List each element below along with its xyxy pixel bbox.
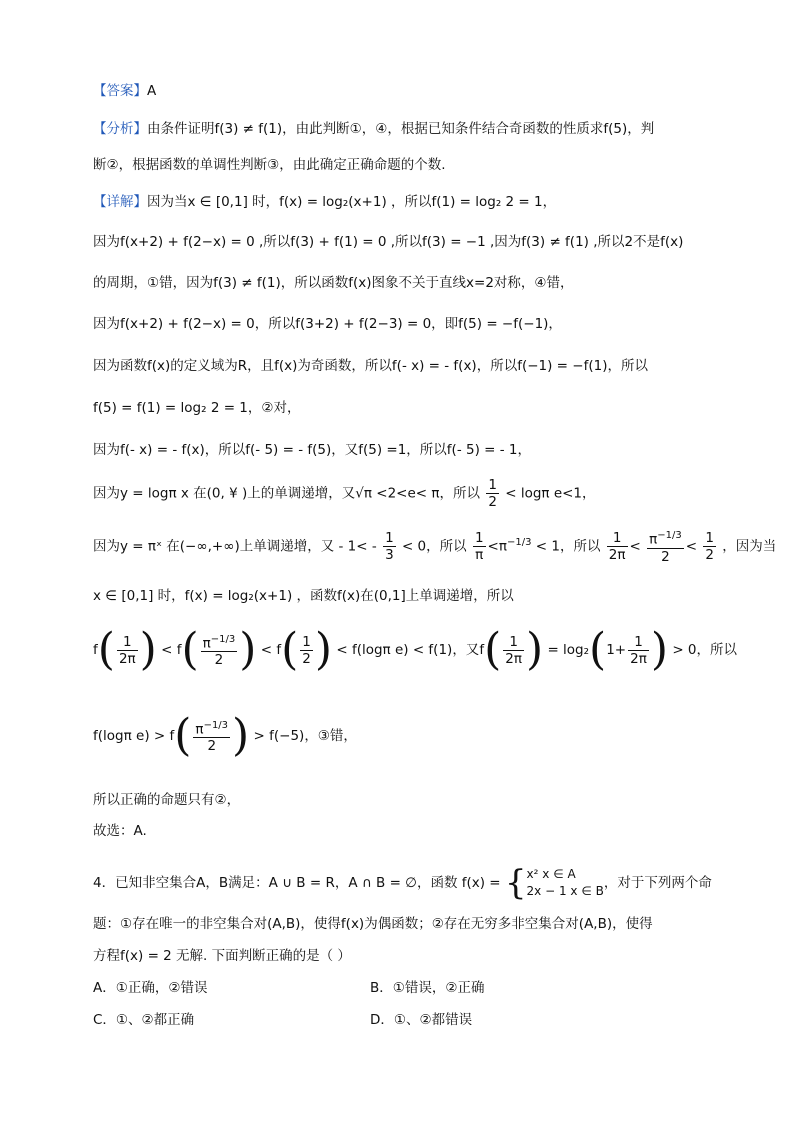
detail-line-1 — [93, 192, 556, 212]
fraction-denominator: 2 — [193, 737, 230, 754]
paren-close: ) — [239, 624, 257, 675]
case-2: 2x − 1 x ∈ B — [526, 884, 604, 898]
paren-open: ( — [174, 710, 192, 761]
fraction-over-2pi — [503, 634, 524, 667]
paren-close: ) — [314, 624, 333, 675]
paren-close: ) — [650, 624, 669, 675]
answer-line — [93, 81, 156, 101]
detail-text-10: x ∈ [0,1] 时，f(x) = log₂(x+1) ，函数f(x)在(0,1]上单调递增，所以 — [93, 588, 514, 604]
power-exponent: −1/3 — [657, 530, 682, 541]
fraction-denominator: π — [473, 546, 486, 563]
fraction-third — [383, 530, 396, 563]
fraction-over-2pi — [607, 530, 628, 563]
fraction-numerator: 1 — [302, 633, 311, 650]
question4-line-1 — [93, 863, 712, 903]
option-a[interactable]: A．①正确，②错误 — [93, 980, 208, 996]
analysis-label: 【分析】 — [93, 121, 147, 137]
detail-text-7: 因为f(- x) = - f(x)，所以f(- 5) = - f(5)，又f(5) =1，所以f(- 5) = - 1， — [93, 442, 531, 458]
case-1: x² x ∈ A — [526, 867, 576, 881]
fraction-denominator: 2π — [630, 650, 647, 667]
pi-base: π — [202, 635, 211, 652]
detail-text-1: 因为当x ∈ [0,1] 时，f(x) = log₂(x+1) ，所以f(1) = log₂ 2 = 1， — [147, 194, 557, 210]
detail-line-10 — [93, 586, 514, 606]
one-plus: 1+ — [606, 642, 627, 658]
detail-text-3: 的周期，①错，因为f(3) ≠ f(1)，所以函数f(x)图象不关于直线x=2对称，④错， — [93, 275, 574, 291]
piecewise-cases — [527, 866, 604, 900]
fraction-numerator: 1 — [612, 529, 622, 546]
option-b[interactable]: B．①错误，②正确 — [370, 980, 485, 996]
question4-text-2: 题：①存在唯一的非空集合对(A,B)，使得f(x)为偶函数；②存在无穷多非空集合对(A,B)，使得 — [93, 916, 653, 932]
question-number: 4． — [93, 875, 116, 891]
fraction-pi-pow-over-2 — [201, 632, 238, 669]
fraction-over-2pi — [628, 634, 649, 667]
detail-text-9d: ，因为当 — [722, 538, 777, 555]
detail-line-13 — [93, 790, 240, 810]
detail-line-5 — [93, 356, 648, 376]
analysis-line-2 — [93, 155, 446, 175]
function-f: f — [93, 642, 98, 658]
detail-text-8a: 因为y = logπ x 在(0, ¥ )上的单调递增，又√π <2<e< π，所以 — [93, 485, 481, 502]
detail-line-4 — [93, 314, 562, 334]
answer-value: A — [147, 83, 157, 99]
brace-icon: { — [504, 863, 527, 903]
detail-line-6 — [93, 398, 301, 418]
fraction-numerator: 1 — [474, 529, 484, 546]
analysis-text-1: 由条件证明f(3) ≠ f(1)，由此判断①，④，根据已知条件结合奇函数的性质求f(5)，判 — [147, 121, 655, 137]
less-than-f: < f — [161, 642, 182, 658]
paren-open: ( — [589, 624, 607, 675]
f-log-e-chain: < f(logπ e) < f(1) — [336, 642, 453, 658]
fraction-inv-pi — [473, 530, 486, 563]
fraction-denominator: 2π — [118, 650, 136, 667]
less-than: < — [685, 538, 698, 555]
fraction-denominator: 3 — [385, 546, 394, 563]
fraction-denominator: 2π — [505, 650, 522, 667]
detail-line-12 — [93, 710, 357, 761]
detail-text-11b: > 0，所以 — [672, 642, 738, 658]
gt-f-minus5: > f(−5) — [253, 728, 305, 744]
power-exponent: −1/3 — [203, 719, 229, 731]
paren-open: ( — [181, 624, 199, 675]
pi-base: π — [649, 531, 658, 548]
function-f: f — [479, 642, 485, 658]
less-than: < — [629, 538, 641, 555]
paren-open: ( — [484, 624, 502, 675]
fraction-denominator: 2 — [201, 651, 238, 668]
fraction-denominator: 2 — [647, 548, 684, 565]
fraction-denominator: 2 — [705, 546, 714, 563]
less-than-f: < f — [260, 642, 282, 658]
f-log-e-gt: f(logπ e) > f — [93, 728, 175, 744]
detail-line-2 — [93, 232, 683, 252]
detail-text-4: 因为f(x+2) + f(2−x) = 0，所以f(3+2) + f(2−3) = 0，即f(5) = −f(−1)， — [93, 316, 562, 332]
less-than: < — [487, 538, 499, 555]
detail-text-6: f(5) = f(1) = log₂ 2 = 1，②对， — [93, 400, 301, 416]
fraction-numerator — [201, 632, 238, 652]
detail-label: 【详解】 — [93, 194, 147, 210]
detail-text-5: 因为函数f(x)的定义域为R，且f(x)为奇函数，所以f(- x) = - f(x)，所以f(−1) = −f(1)，所以 — [93, 358, 648, 374]
paren-close: ) — [232, 710, 250, 761]
pi-base: π — [498, 538, 507, 555]
detail-text-13: 所以正确的命题只有②， — [93, 792, 241, 808]
fraction-denominator: 2 — [488, 494, 497, 510]
question4-text-1a: 已知非空集合A，B满足：A ∪ B = R，A ∩ B = ∅，函数 f(x) = — [115, 875, 501, 891]
detail-line-14 — [93, 821, 147, 841]
detail-line-8 — [93, 477, 596, 510]
fraction-numerator: 1 — [634, 633, 643, 650]
answer-label: 【答案】 — [93, 83, 147, 99]
fraction-pi-pow-over-2 — [193, 718, 230, 755]
detail-text-9c: < 1，所以 — [535, 538, 601, 555]
fraction-pi-pow-over-2 — [647, 528, 684, 565]
detail-text-8b: < logπ e<1， — [505, 485, 596, 502]
detail-text-2: 因为f(x+2) + f(2−x) = 0 ,所以f(3) + f(1) = 0 ,所以f(3) = −1 ,因为f(3) ≠ f(1) ,所以2不是f(x) — [93, 234, 684, 250]
fraction-numerator — [647, 528, 684, 548]
pi-base: π — [195, 721, 204, 738]
paren-open: ( — [97, 624, 115, 675]
power-exponent: −1/3 — [507, 536, 532, 548]
detail-line-7 — [93, 440, 531, 460]
paren-close: ) — [525, 624, 544, 675]
detail-line-9 — [93, 528, 776, 565]
fraction-denominator: 2 — [302, 650, 311, 667]
detail-text-12: ，③错， — [304, 728, 357, 744]
log2-eq: = log₂ — [547, 642, 590, 658]
detail-text-9a: 因为y = πˣ 在(−∞,+∞)上单调递增，又 - 1< - — [93, 538, 377, 555]
detail-text-14: 故选：A. — [93, 823, 147, 839]
detail-text-9b: < 0，所以 — [401, 538, 467, 555]
detail-line-3 — [93, 273, 574, 293]
question4-line-2 — [93, 914, 653, 934]
power-exponent: −1/3 — [210, 633, 236, 645]
fraction-denominator: 2π — [608, 546, 626, 563]
question4-text-3: 方程f(x) = 2 无解. 下面判断正确的是（ ） — [93, 948, 351, 964]
detail-line-11 — [93, 624, 738, 675]
fraction-half-2 — [703, 530, 716, 563]
fraction-half — [486, 477, 499, 510]
fraction-over-2pi — [117, 634, 138, 667]
paren-close: ) — [139, 624, 157, 675]
fraction-half — [300, 634, 313, 667]
fraction-numerator: 1 — [385, 529, 394, 546]
analysis-line-1 — [93, 119, 654, 139]
question4-text-1b: ，对于下列两个命 — [603, 875, 712, 891]
detail-text-11a: ，又 — [452, 642, 480, 658]
question4-line-3 — [93, 946, 351, 966]
fraction-numerator: 1 — [705, 529, 714, 546]
fraction-numerator: 1 — [488, 477, 497, 493]
fraction-numerator — [193, 718, 230, 738]
fraction-numerator: 1 — [509, 633, 518, 650]
analysis-text-2: 断②，根据函数的单调性判断③，由此确定正确命题的个数. — [93, 157, 446, 173]
fraction-numerator: 1 — [123, 633, 132, 650]
paren-open: ( — [281, 624, 299, 675]
option-c[interactable]: C．①、②都正确 — [93, 1012, 195, 1028]
option-d[interactable]: D．①、②都错误 — [370, 1012, 473, 1028]
